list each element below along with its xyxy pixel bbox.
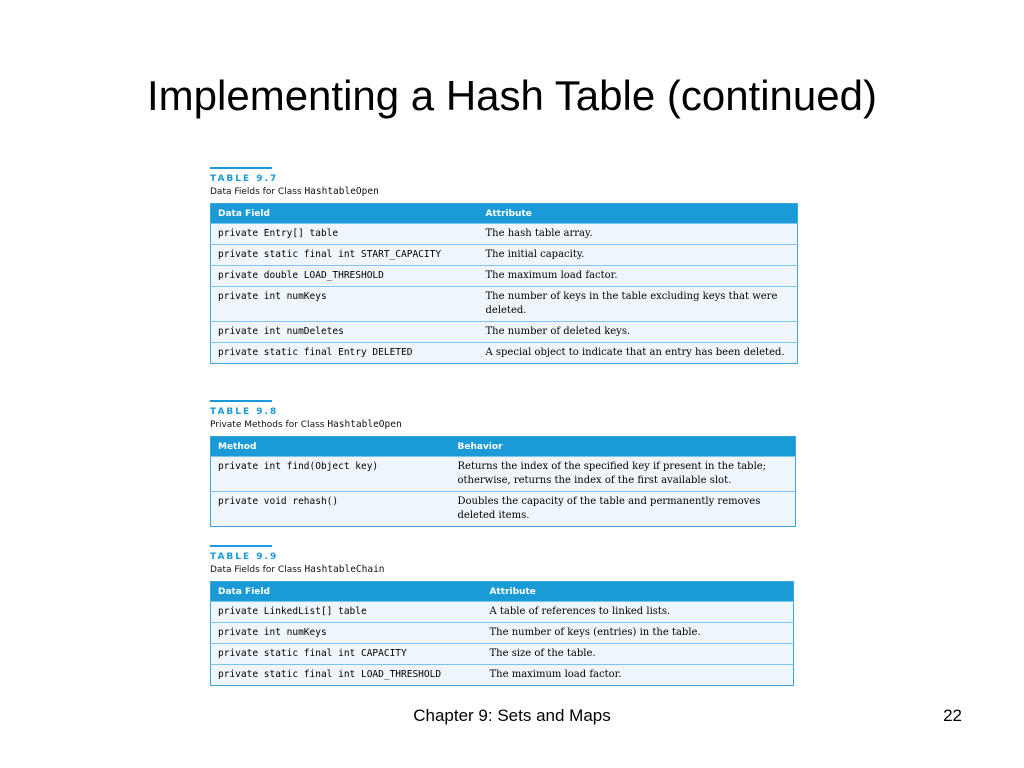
cell-description: A special object to indicate that an entry has been deleted. [479,343,798,364]
cell-field: private int numKeys [211,623,483,644]
column-header: Attribute [479,204,798,224]
caption-rule [210,545,272,547]
cell-method: private void rehash() [211,492,451,527]
cell-behavior: Returns the index of the specified key if present in the table; otherwise, returns the index of the first available slot. [451,457,796,492]
caption-text: Data Fields for Class [210,565,305,575]
footer-chapter: Chapter 9: Sets and Maps [413,706,611,725]
table-row [211,623,794,644]
table-header-row [211,437,796,457]
table-header-row [211,204,798,224]
table-caption [210,185,798,199]
cell-behavior: Doubles the capacity of the table and permanently removes deleted items. [451,492,796,527]
cell-description: The hash table array. [479,224,798,245]
caption-class-name: HashtableOpen [327,419,402,430]
table-9-8-block [210,400,796,527]
table-header-row [211,582,794,602]
table-row [211,457,796,492]
data-table [210,581,794,686]
column-header: Data Field [211,582,483,602]
caption-class-name: HashtableOpen [304,186,379,197]
column-header: Attribute [483,582,794,602]
table-row [211,343,798,364]
table-row [211,245,798,266]
cell-description: The initial capacity. [479,245,798,266]
table-9-9-block [210,545,794,686]
table-row [211,665,794,686]
table-caption [210,418,796,432]
table-row [211,644,794,665]
table-row [211,287,798,322]
cell-description: The number of keys in the table excluding keys that were deleted. [479,287,798,322]
column-header: Behavior [451,437,796,457]
cell-field: private int numKeys [211,287,479,322]
table-row [211,322,798,343]
cell-description: The size of the table. [483,644,794,665]
caption-text: Private Methods for Class [210,420,328,430]
caption-rule [210,400,272,402]
cell-field: private static final int CAPACITY [211,644,483,665]
cell-field: private Entry[] table [211,224,479,245]
cell-description: The number of deleted keys. [479,322,798,343]
table-row [211,266,798,287]
table-9-7-block [210,167,798,364]
cell-field: private double LOAD_THRESHOLD [211,266,479,287]
slide-title: Implementing a Hash Table (continued) [147,72,877,119]
column-header: Method [211,437,451,457]
column-header: Data Field [211,204,479,224]
table-row [211,492,796,527]
table-number: TABLE 9.7 [210,174,279,184]
cell-method: private int find(Object key) [211,457,451,492]
table-number: TABLE 9.9 [210,552,279,562]
caption-class-name: HashtableChain [304,564,385,575]
cell-field: private static final Entry DELETED [211,343,479,364]
cell-field: private int numDeletes [211,322,479,343]
cell-description: A table of references to linked lists. [483,602,794,623]
cell-description: The maximum load factor. [483,665,794,686]
cell-description: The number of keys (entries) in the table. [483,623,794,644]
cell-description: The maximum load factor. [479,266,798,287]
methods-table [210,436,796,527]
cell-field: private static final int LOAD_THRESHOLD [211,665,483,686]
caption-rule [210,167,272,169]
table-number: TABLE 9.8 [210,407,279,417]
table-row [211,602,794,623]
table-caption [210,563,794,577]
caption-text: Data Fields for Class [210,187,305,197]
page-number: 22 [943,706,962,725]
cell-field: private LinkedList[] table [211,602,483,623]
table-row [211,224,798,245]
data-table [210,203,798,364]
cell-field: private static final int START_CAPACITY [211,245,479,266]
